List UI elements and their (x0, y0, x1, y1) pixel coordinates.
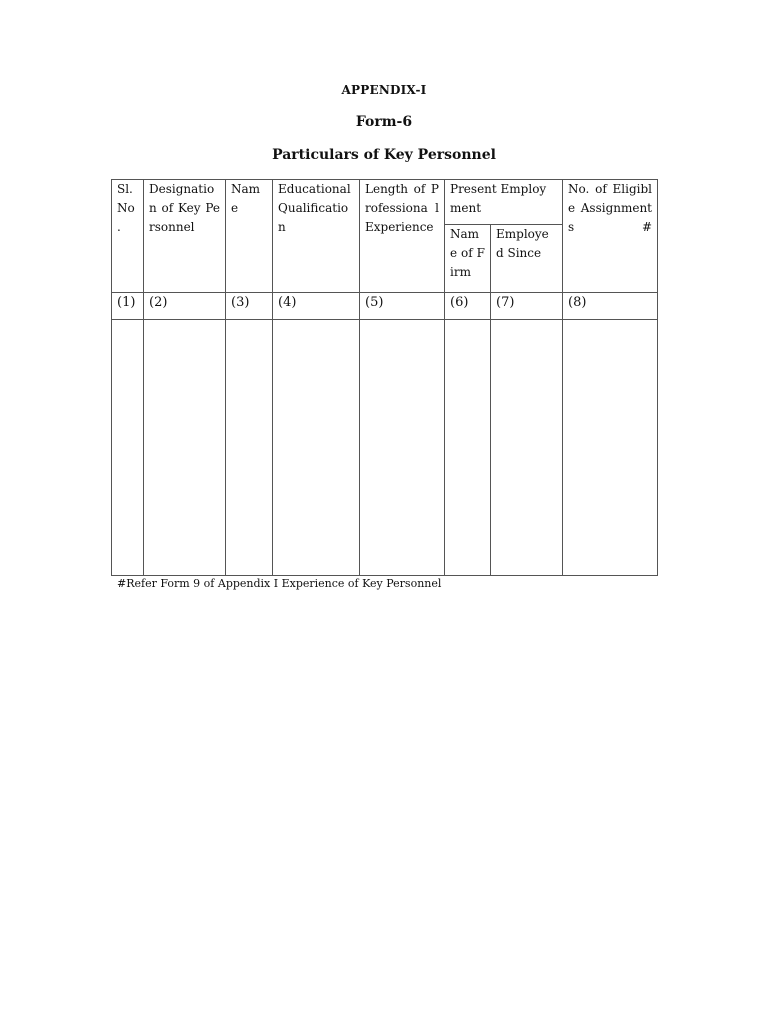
column-number: (7) (491, 293, 563, 320)
entry-cell-sl-no[interactable] (112, 320, 144, 576)
column-number: (3) (226, 293, 273, 320)
column-number: (5) (360, 293, 445, 320)
key-personnel-table (111, 179, 658, 576)
column-number: (6) (445, 293, 491, 320)
form-title: Particulars of Key Personnel (272, 147, 496, 163)
column-number: (8) (563, 293, 658, 320)
entry-cell-name[interactable] (226, 320, 273, 576)
header-eligible-assignments: No. of Eligible Assignments # (563, 180, 658, 293)
entry-cell-employed-since[interactable] (491, 320, 563, 576)
entry-cell-qualification[interactable] (273, 320, 360, 576)
column-number: (2) (144, 293, 226, 320)
entry-cell-eligible-assignments[interactable] (563, 320, 658, 576)
entry-cell-experience[interactable] (360, 320, 445, 576)
header-employed-since: Employe d Since (491, 225, 563, 293)
entry-cell-designation[interactable] (144, 320, 226, 576)
header-present-employment: Present Employment (445, 180, 563, 225)
header-sl-no: Sl. No . (112, 180, 144, 293)
appendix-label: APPENDIX-I (341, 83, 427, 97)
header-qualification: Educational Qualificatio n (273, 180, 360, 293)
footnote: #Refer Form 9 of Appendix I Experience of Key Personnel (117, 577, 442, 590)
entry-row (112, 320, 658, 576)
entry-cell-firm-name[interactable] (445, 320, 491, 576)
column-number: (4) (273, 293, 360, 320)
header-designation: Designatio n of Key Personnel (144, 180, 226, 293)
header-name: Nam e (226, 180, 273, 293)
form-number: Form-6 (355, 114, 413, 130)
column-number-row (112, 293, 658, 320)
column-number: (1) (112, 293, 144, 320)
header-firm-name: Nam e of Firm (445, 225, 491, 293)
header-experience: Length of Professiona l Experience (360, 180, 445, 293)
